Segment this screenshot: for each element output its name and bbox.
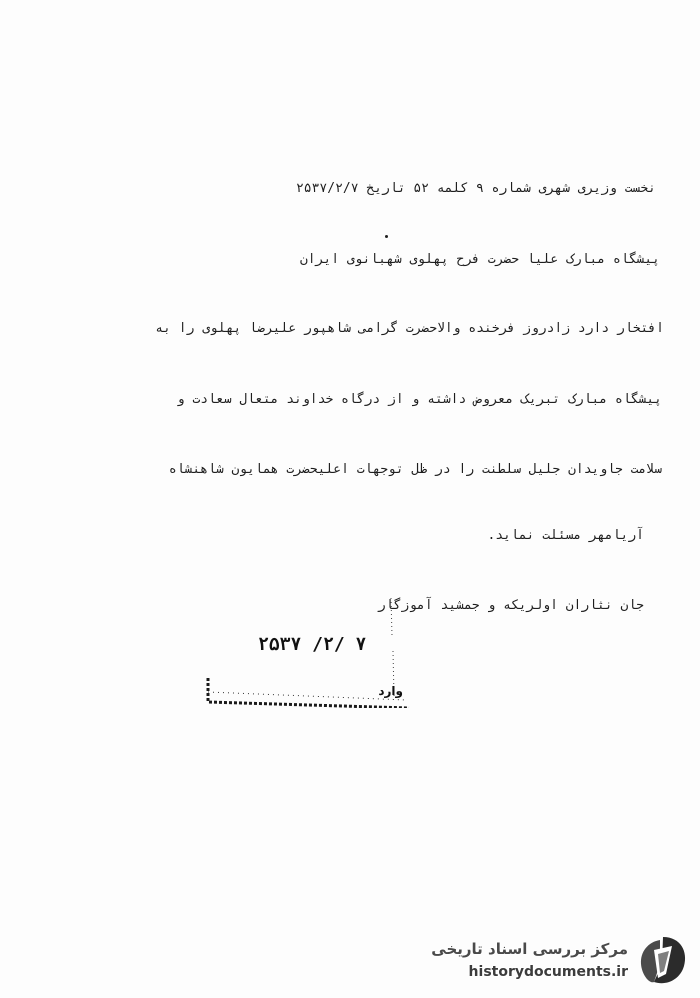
- stamp-label: وارد: [378, 684, 403, 698]
- signature-line: جان نثاران اولریکه و جمشید آموزگار: [377, 598, 644, 613]
- body-line-3: سلامت جاویدان جلیل سلطنت را در ظل توجهات اعلیحضرت همایون شاهنشاه: [168, 462, 662, 477]
- watermark-title: مرکز بررسی اسناد تاریخی: [431, 940, 628, 958]
- telegram-header: نخست وزیری شهری شماره ۹ کلمه ۵۲ تاریخ ۲۵۳۷/۲/۷: [295, 181, 656, 196]
- watermark: [410, 934, 690, 990]
- body-line-2: پیشگاه مبارک تبریک معروض داشته و از درگاه خداوند متعال سعادت و: [176, 392, 662, 407]
- body-line-4: آریامهر مسئلت نماید.: [487, 528, 644, 543]
- date-stamp: [206, 596, 411, 708]
- addressee-line: پیشگاه مبارک علیا حضرت فرح پهلوی شهبانوی ایران: [299, 252, 660, 267]
- body-line-1: افتخار دارد زادروز فرخنده والاحضرت گرامی شاهپور علیرضا پهلوی را به: [155, 321, 664, 336]
- archive-logo-icon: [636, 934, 690, 988]
- watermark-url: historydocuments.ir: [468, 964, 628, 980]
- speck: [385, 235, 388, 238]
- stamp-date: ۲۵۳۷ /۲/ ۷: [258, 634, 367, 655]
